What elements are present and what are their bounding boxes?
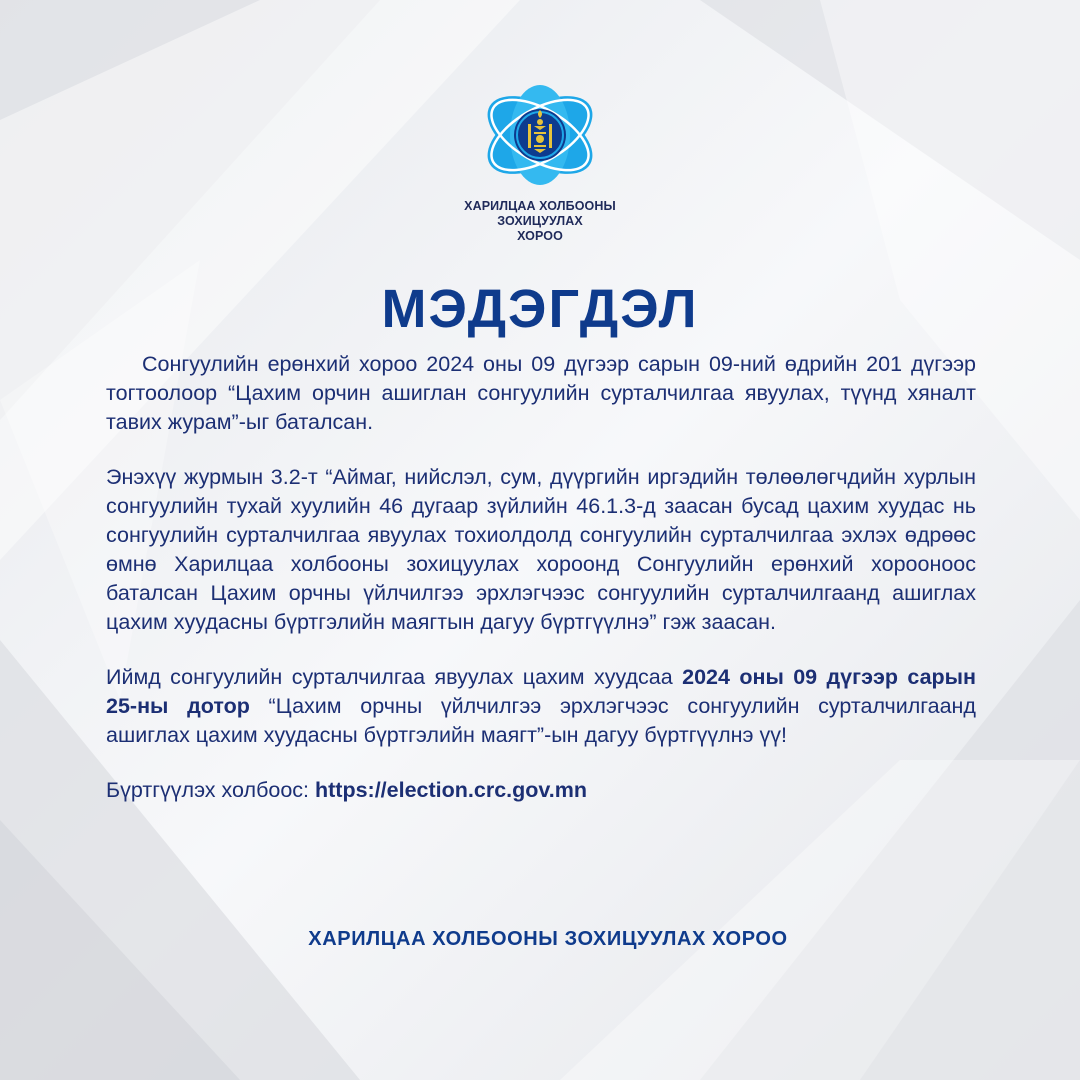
crc-logo	[478, 80, 602, 190]
org-line-1: ХАРИЛЦАА ХОЛБООНЫ	[464, 199, 616, 213]
p2-line-2: төлөөлөгчдийн хурлын сонгуулийн тухай хуулийн 46 дугаар зүйлийн	[106, 465, 976, 518]
p3-line-2-text: “Цахим орчны үйлчилгээ эрхлэгчээс	[249, 694, 669, 718]
notice-body	[106, 350, 976, 805]
p1-line-3: сурталчилгаа явуулах, түүнд хяналт тавих журам”-ыг баталсан.	[106, 381, 976, 434]
p3-line-4: маягт”-ын дагуу бүртгүүлнэ үү!	[480, 723, 787, 747]
paragraph-2	[106, 463, 976, 637]
p1-line-2: өдрийн 201 дүгээр тогтоолоор “Цахим орчин ашиглан сонгуулийн	[106, 352, 977, 405]
organization-name-small	[440, 199, 640, 244]
page-title: МЭДЭГДЭЛ	[381, 279, 699, 339]
p2-line-5: Харилцаа холбооны зохицуулах хороонд Сонгуулийн ерөнхий	[174, 552, 854, 576]
p3-line-1-text: Иймд сонгуулийн сурталчилгаа явуулах цахим хуудсаа	[106, 665, 683, 689]
paragraph-1	[106, 350, 976, 437]
registration-line	[106, 776, 976, 805]
org-line-2: ЗОХИЦУУЛАХ	[497, 214, 583, 228]
paragraph-3	[106, 663, 976, 750]
p3-deadline-part-2: дүгээр сарын 25-ны дотор	[106, 665, 977, 718]
org-line-3: ХОРОО	[517, 229, 563, 243]
registration-link[interactable]: https://election.crc.gov.mn	[315, 778, 587, 802]
p2-line-6: хорооноос баталсан Цахим орчны үйлчилгээ эрхлэгчээс сонгуулийн	[106, 552, 976, 605]
p3-line-3: сонгуулийн сурталчилгаанд ашиглах цахим хуудасны бүртгэлийн	[106, 694, 976, 747]
p2-line-7: сурталчилгаанд ашиглах цахим хуудасны бүртгэлийн маягтын дагуу	[106, 581, 976, 634]
registration-label: Бүртгүүлэх холбоос:	[106, 778, 315, 802]
p1-line-1: Сонгуулийн ерөнхий хороо 2024 оны 09 дүгээр сарын 09-ний	[142, 352, 776, 376]
soyombo-emblem-icon	[478, 80, 602, 190]
p2-line-3: 46.1.3-д заасан бусад цахим хуудас нь сонгуулийн сурталчилгаа	[106, 494, 976, 547]
p2-line-1: Энэхүү журмын 3.2-т “Аймаг, нийслэл, сум, дүүргийн иргэдийн	[106, 465, 739, 489]
p2-line-8: бүртгүүлнэ” гэж заасан.	[540, 610, 776, 634]
p3-deadline-part-1: 2024 оны 09	[682, 665, 818, 689]
footer-organization-name: ХАРИЛЦАА ХОЛБООНЫ ЗОХИЦУУЛАХ ХОРОО	[308, 928, 788, 950]
p2-line-4: явуулах тохиолдолд сонгуулийн сурталчилгаа эхлэх өдрөөс өмнө	[106, 523, 976, 576]
